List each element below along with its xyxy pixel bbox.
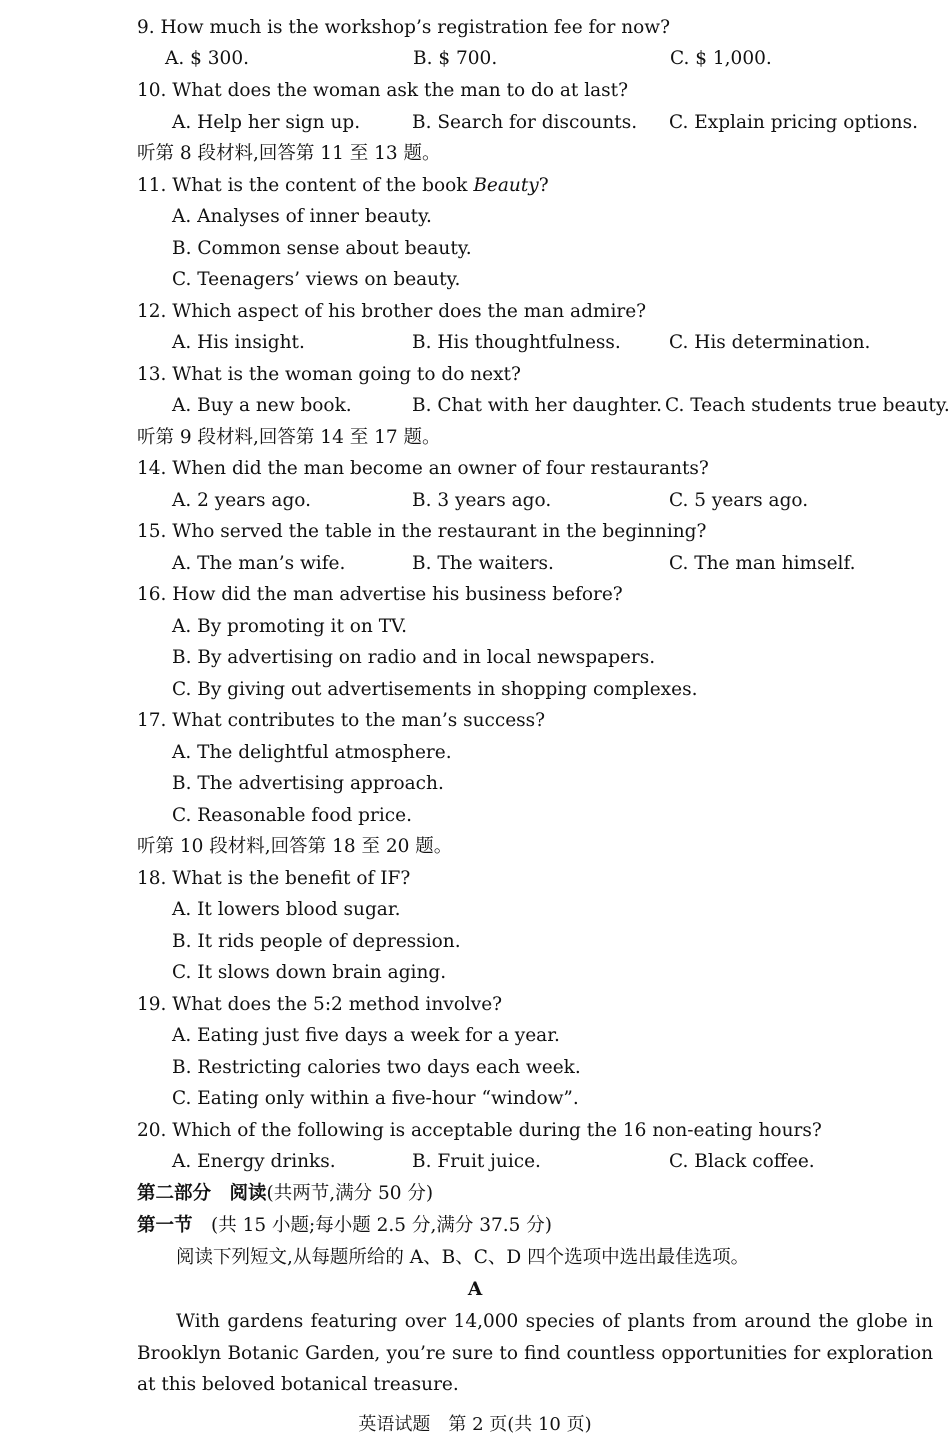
question-11-option-b: B. Common sense about beauty. xyxy=(172,238,472,259)
option-a: A. Buy a new book. xyxy=(172,395,352,416)
option-c: C. His determination. xyxy=(669,332,871,353)
option-a: A. Help her sign up. xyxy=(172,112,361,133)
option-b: B. $ 700. xyxy=(413,48,498,69)
option-b: B. 3 years ago. xyxy=(412,490,552,511)
option-a: A. The man’s wife. xyxy=(172,553,346,574)
question-19-option-a: A. Eating just five days a week for a year. xyxy=(172,1025,560,1046)
question-17-option-c: C. Reasonable food price. xyxy=(172,805,412,826)
question-15-options xyxy=(172,548,934,580)
section-1-heading xyxy=(137,1210,934,1242)
question-10-options xyxy=(172,107,934,139)
option-c: C. Black coffee. xyxy=(669,1151,815,1172)
section-9-instruction: 听第 9 段材料,回答第 14 至 17 题。 xyxy=(137,427,441,448)
section-8-instruction: 听第 8 段材料,回答第 11 至 13 题。 xyxy=(137,143,441,164)
option-c: C. $ 1,000. xyxy=(670,48,772,69)
part-2-title: 第二部分 阅读 xyxy=(137,1183,267,1204)
option-a: A. His insight. xyxy=(172,332,305,353)
section-1-note: (共 15 小题;每小题 2.5 分,满分 37.5 分) xyxy=(192,1215,553,1236)
question-12-options xyxy=(172,327,934,359)
question-9-stem: 9. How much is the workshop’s registration fee for now? xyxy=(137,17,671,38)
question-18-option-c: C. It slows down brain aging. xyxy=(172,962,447,983)
question-11-stem: 11. What is the content of the book Beauty? xyxy=(137,175,549,196)
question-15-stem: 15. Who served the table in the restaurant in the beginning? xyxy=(137,521,707,542)
question-19-stem: 19. What does the 5:2 method involve? xyxy=(137,994,503,1015)
option-b: B. Chat with her daughter. xyxy=(412,395,662,416)
question-16-option-b: B. By advertising on radio and in local newspapers. xyxy=(172,647,656,668)
option-c: C. 5 years ago. xyxy=(669,490,809,511)
question-16-option-c: C. By giving out advertisements in shopping complexes. xyxy=(172,679,698,700)
option-b: B. Search for discounts. xyxy=(412,112,638,133)
part-2-heading xyxy=(137,1178,934,1210)
question-11-option-c: C. Teenagers’ views on beauty. xyxy=(172,269,461,290)
question-10-stem: 10. What does the woman ask the man to do at last? xyxy=(137,80,629,101)
option-c: C. Explain pricing options. xyxy=(669,112,918,133)
option-a: A. Energy drinks. xyxy=(172,1151,336,1172)
option-c: C. The man himself. xyxy=(669,553,856,574)
question-13-options xyxy=(172,390,950,422)
question-17-option-b: B. The advertising approach. xyxy=(172,773,444,794)
question-12-stem: 12. Which aspect of his brother does the man admire? xyxy=(137,301,647,322)
section-1-title: 第一节 xyxy=(137,1215,193,1236)
section-10-instruction: 听第 10 段材料,回答第 18 至 20 题。 xyxy=(137,836,453,857)
question-16-stem: 16. How did the man advertise his business before? xyxy=(137,584,623,605)
option-a: A. $ 300. xyxy=(165,48,249,69)
question-18-option-b: B. It rids people of depression. xyxy=(172,931,461,952)
page-footer: 英语试题 第 2 页(共 10 页) xyxy=(358,1414,592,1435)
question-18-option-a: A. It lowers blood sugar. xyxy=(172,899,401,920)
question-20-stem: 20. Which of the following is acceptable during the 16 non-eating hours? xyxy=(137,1120,822,1141)
reading-instruction: 阅读下列短文,从每题所给的 A、B、C、D 四个选项中选出最佳选项。 xyxy=(176,1247,750,1268)
passage-label: A xyxy=(467,1279,483,1300)
question-17-stem: 17. What contributes to the man’s success? xyxy=(137,710,546,731)
option-a: A. 2 years ago. xyxy=(172,490,311,511)
question-19-option-b: B. Restricting calories two days each week. xyxy=(172,1057,581,1078)
question-13-stem: 13. What is the woman going to do next? xyxy=(137,364,521,385)
book-title: Beauty xyxy=(473,175,539,196)
question-16-option-a: A. By promoting it on TV. xyxy=(172,616,408,637)
option-b: B. The waiters. xyxy=(412,553,554,574)
question-14-options xyxy=(172,485,934,517)
passage-a-paragraph: With gardens featuring over 14,000 species of plants from around the globe in Brooklyn Botanic Garden, you’re sure to find countless opportunities for exploration at this beloved botanical treasure. xyxy=(137,1311,933,1396)
question-14-stem: 14. When did the man become an owner of four restaurants? xyxy=(137,458,709,479)
question-18-stem: 18. What is the benefit of IF? xyxy=(137,868,411,889)
question-19-option-c: C. Eating only within a five-hour “window”. xyxy=(172,1088,579,1109)
question-9-options xyxy=(165,43,934,75)
part-2-note: (共两节,满分 50 分) xyxy=(266,1183,434,1204)
question-20-options xyxy=(172,1146,934,1178)
option-b: B. His thoughtfulness. xyxy=(412,332,621,353)
option-c: C. Teach students true beauty. xyxy=(665,395,950,416)
question-17-option-a: A. The delightful atmosphere. xyxy=(172,742,452,763)
question-11-option-a: A. Analyses of inner beauty. xyxy=(172,206,432,227)
option-b: B. Fruit juice. xyxy=(412,1151,541,1172)
